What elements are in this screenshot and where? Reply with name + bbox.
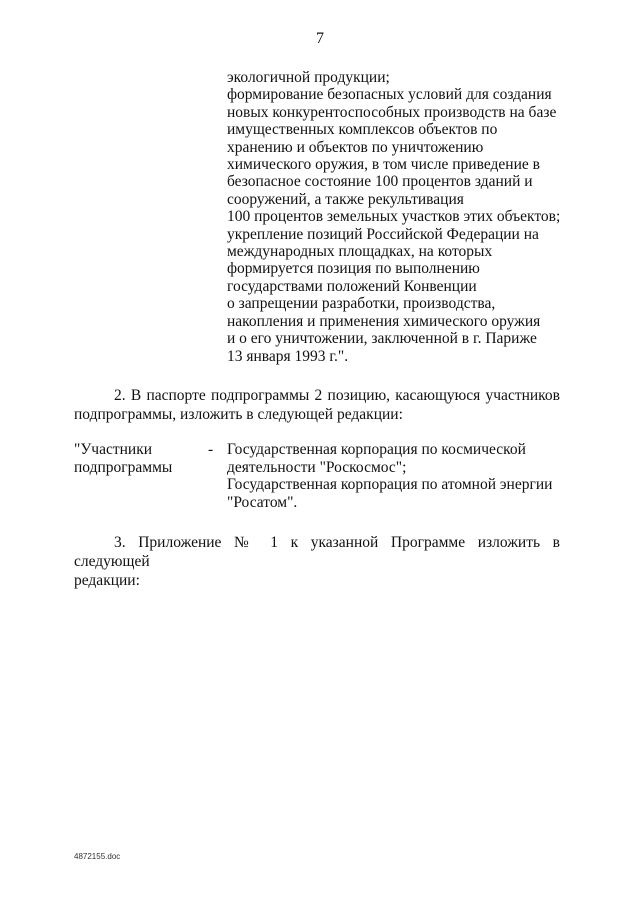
document-file-code: 4872155.doc (74, 852, 121, 861)
text-line: химического оружия, в том числе приведение в (227, 156, 540, 174)
continuation-text-block (227, 69, 587, 365)
text-line: укрепление позиций Российской Федерации на (227, 225, 539, 243)
text-line: безопасное состояние 100 процентов зданий и (227, 173, 533, 191)
text-line: формируется позиция по выполнению (227, 260, 480, 278)
paragraph-2 (74, 386, 560, 424)
text-line: государствами положений Конвенции (227, 277, 477, 295)
text-line: имущественных комплексов объектов по (227, 121, 498, 139)
participants-label-line: "Участники (74, 441, 153, 458)
participants-label-line: подпрограммы (74, 458, 173, 476)
paragraph-2-first-line: 2. В паспорте подпрограммы 2 позицию, касающуюся участников (114, 387, 560, 404)
paragraph-3 (74, 533, 560, 590)
paragraph-3-first-line: 3. Приложение № 1 к указанной Программе изложить в следующей (74, 534, 560, 570)
text-line: о запрещении разработки, производства, (227, 295, 496, 313)
paragraph-3-rest: редакции: (74, 572, 140, 589)
participants-value-line: Государственная корпорация по космической (227, 441, 526, 458)
text-line: международных площадках, на которых (227, 243, 493, 261)
participants-value-line: "Росатом". (227, 493, 298, 511)
paragraph-2-rest: подпрограммы, изложить в следующей редакции: (74, 406, 403, 423)
text-line: 100 процентов земельных участков этих объектов; (227, 208, 561, 226)
text-line: формирование безопасных условий для создания (227, 86, 552, 104)
participants-value-line: Государственная корпорация по атомной энергии (227, 476, 553, 493)
participants-value-line: деятельности "Роскосмос"; (227, 458, 407, 476)
participants-label (74, 441, 204, 476)
text-line: и о его уничтожении, заключенной в г. Париже (227, 330, 537, 348)
text-line: хранению и объектов по уничтожению (227, 138, 484, 156)
participants-value (227, 441, 567, 511)
text-line: экологичной продукции; (227, 69, 390, 86)
text-line: накопления и применения химического оружия (227, 312, 541, 330)
text-line: сооружений, а также рекультивация (227, 190, 464, 208)
text-line: 13 января 1993 г.". (227, 347, 349, 365)
text-line: новых конкурентоспособных производств на базе (227, 103, 557, 121)
participants-dash: - (208, 441, 214, 458)
page-number: 7 (316, 30, 324, 47)
